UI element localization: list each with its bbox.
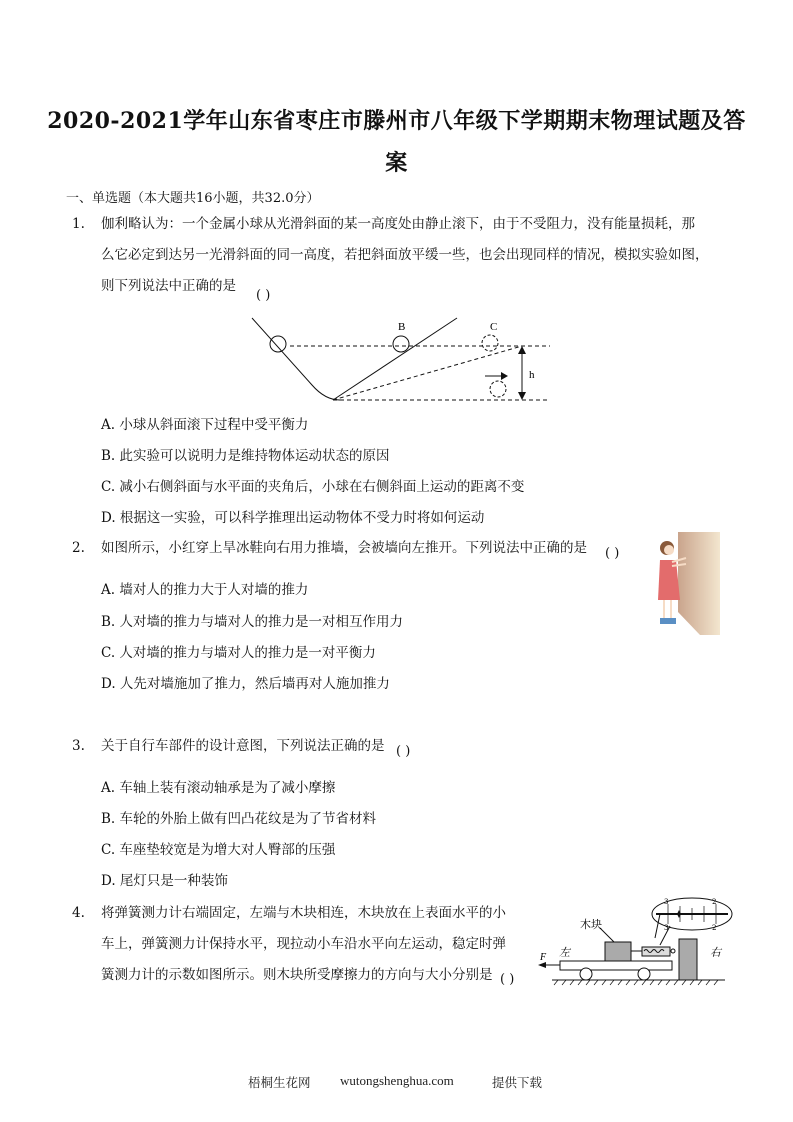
galileo-incline-diagram [240, 310, 560, 410]
label-wood-block: 木块 [580, 918, 602, 931]
footer-site-name: 梧桐生花网 [248, 1075, 311, 1090]
option-a: A. 车轴上装有滚动轴承是为了减小摩擦 [101, 780, 336, 796]
option-c: C. 车座垫较宽是为增大对人臀部的压强 [101, 842, 336, 858]
option-b: B. 车轮的外胎上做有凹凸花纹是为了节省材料 [101, 811, 377, 827]
question-text-line: 关于自行车部件的设计意图，下列说法正确的是 [101, 738, 385, 754]
document-title-line1: 2020-2021学年山东省枣庄市滕州市八年级下学期期末物理试题及答 [47, 108, 746, 134]
question-text-line: 车上，弹簧测力计保持水平，现拉动小车沿水平向左运动，稳定时弹 [101, 936, 506, 952]
section-header: 一、单选题（本大题共16小题，共32.0分） [66, 191, 320, 206]
scale-label: 3 [664, 924, 669, 932]
label-b: B [398, 321, 406, 333]
footer-note: 提供下载 [492, 1075, 543, 1090]
label-left: 左 [559, 946, 570, 959]
answer-blank: ( ) [256, 288, 271, 303]
question-text-line: 伽利略认为：一个金属小球从光滑斜面的某一高度处由静止滚下，由于不受阻力，没有能量损耗，那 [101, 216, 695, 232]
girl-pushing-wall-image [650, 530, 722, 638]
option-c: C. 减小右侧斜面与水平面的夹角后，小球在右侧斜面上运动的距离不变 [101, 479, 525, 495]
answer-blank: ( ) [605, 546, 620, 561]
question-number: 3. [72, 738, 85, 754]
question-number: 4. [72, 905, 85, 921]
answer-blank: ( ) [500, 972, 515, 987]
label-c: C [490, 321, 498, 333]
label-force-f: F [540, 952, 547, 963]
question-text-line: 么它必定到达另一光滑斜面的同一高度，若把斜面放平缓一些，也会出现同样的情况，模拟实验如图， [101, 247, 709, 263]
question-text-line: 将弹簧测力计右端固定，左端与木块相连，木块放在上表面水平的小 [101, 905, 506, 921]
option-a: A. 小球从斜面滚下过程中受平衡力 [101, 417, 309, 433]
option-d: D. 尾灯只是一种装饰 [101, 873, 228, 889]
scale-label: 2 [712, 898, 717, 906]
label-h: h [529, 369, 535, 381]
option-c: C. 人对墙的推力与墙对人的推力是一对平衡力 [101, 645, 376, 661]
option-a: A. 墙对人的推力大于人对墙的推力 [101, 582, 309, 598]
question-text-line: 如图所示，小红穿上旱冰鞋向右用力推墙，会被墙向左推开。下列说法中正确的是 [101, 540, 587, 556]
document-title-line2: 案 [385, 150, 408, 176]
option-d: D. 根据这一实验，可以科学推理出运动物体不受力时将如何运动 [101, 510, 485, 526]
scale-label: 3 [664, 898, 669, 906]
option-b: B. 人对墙的推力与墙对人的推力是一对相互作用力 [101, 614, 404, 630]
option-d: D. 人先对墙施加了推力，然后墙再对人施加推力 [101, 676, 390, 692]
question-number: 2. [72, 540, 85, 556]
question-number: 1. [72, 216, 85, 232]
question-text-line: 簧测力计的示数如图所示。则木块所受摩擦力的方向与大小分别是 [101, 967, 493, 983]
scale-label: 2 [712, 924, 717, 932]
question-text-line: 则下列说法中正确的是 [101, 278, 236, 294]
spring-scale-cart-diagram [530, 890, 740, 990]
label-right: 右 [710, 946, 721, 959]
option-b: B. 此实验可以说明力是维持物体运动状态的原因 [101, 448, 390, 464]
answer-blank: ( ) [396, 744, 411, 759]
footer-url-link[interactable]: wutongshenghua.com [340, 1073, 454, 1088]
